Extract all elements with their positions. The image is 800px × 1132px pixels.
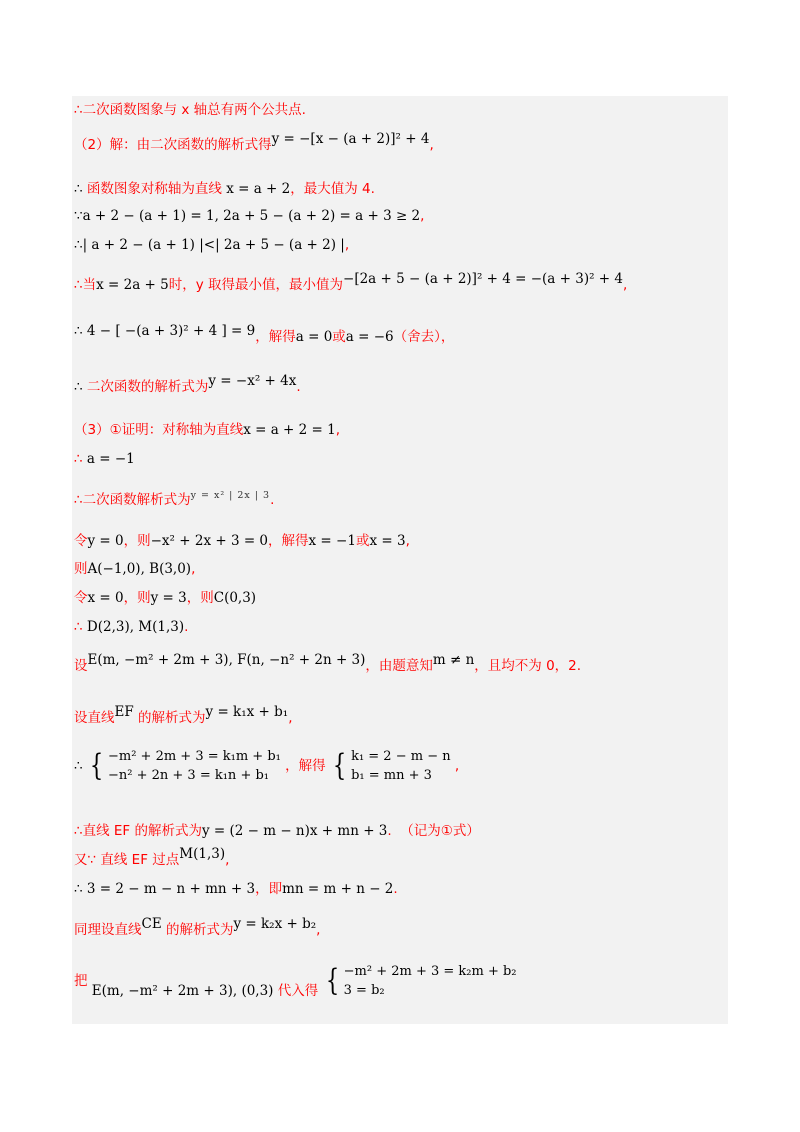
because-line: ∵a + 2 − (a + 1) = 1, 2a + 5 − (a + 2) = a + 3 ≥ 2, xyxy=(74,208,425,224)
formula: y = 0 xyxy=(87,533,124,549)
formula: a = −6 xyxy=(345,329,394,345)
substitute-line xyxy=(74,962,517,1000)
text: 或 xyxy=(332,329,346,345)
minimum-line: ∴当x = 2a + 5时，y 取得最小值，最小值为−[2a + 5 − (a + 2)]² + 4 = −(a + 3)² + 4, xyxy=(74,271,628,293)
formula: y = k₁x + b₁ xyxy=(205,704,289,720)
equation-system: { −m² + 2m + 3 = k₂m + b₂ 3 = b₂ xyxy=(325,963,517,998)
text: 时，y 取得最小值，最小值为 xyxy=(168,277,344,293)
equation-row: 3 = b₂ xyxy=(343,983,385,998)
text: ∴当 xyxy=(74,277,97,293)
line-ef-setup: 设直线EF 的解析式为y = k₁x + b₁, xyxy=(74,704,293,726)
formula: ∵a + 2 − (a + 1) = 1, 2a + 5 − (a + 2) = a + 3 ≥ 2 xyxy=(74,208,421,224)
therefore-symbol: ∴ xyxy=(74,379,83,395)
solution-system: { k₁ = 2 − m − n b₁ = mn + 3 xyxy=(332,748,451,783)
text: （3）①证明：对称轴为直线 xyxy=(74,422,244,438)
formula: −x² + 2x + 3 = 0 xyxy=(150,533,269,549)
formula: ∴ 3 = 2 − m − n + mn + 3 xyxy=(74,881,256,897)
text: 设直线 xyxy=(74,710,115,726)
text: 的解析式为 xyxy=(165,922,234,938)
text: （2）解：由二次函数的解析式得 xyxy=(74,137,272,153)
formula: y = (2 − m − n)x + mn + 3 xyxy=(201,823,388,839)
text: ∴直线 EF 的解析式为 xyxy=(74,823,202,839)
formula: E(m, −m² + 2m + 3), F(n, −n² + 2n + 3) xyxy=(87,652,366,668)
text: 二次函数的解析式为 xyxy=(86,379,209,395)
conclusion-line xyxy=(74,101,306,119)
text: 函数图象对称轴为直线 xyxy=(86,181,222,197)
formula: x = −1 xyxy=(308,533,356,549)
text: ，且均不为 0，2. xyxy=(474,658,582,674)
part2-intro-line: （2）解：由二次函数的解析式得y = −[x − (a + 2)]² + 4, xyxy=(74,131,434,153)
text: 设 xyxy=(74,658,88,674)
points-ef-line xyxy=(74,652,582,675)
text: ，则 xyxy=(123,590,151,606)
line-ce-setup: 同理设直线CE 的解析式为y = k₂x + b₂, xyxy=(74,916,321,938)
formula: x = 2a + 5 xyxy=(96,277,169,293)
text: ，最大值为 4. xyxy=(290,181,375,197)
text: 则 xyxy=(74,561,88,577)
text: 令 xyxy=(74,590,88,606)
formula: ∴| a + 2 − (a + 1) |<| 2a + 5 − (a + 2) | xyxy=(74,237,345,253)
text: ，则 xyxy=(123,533,151,549)
axis-line xyxy=(74,180,375,198)
formula: y = −x² + 4x xyxy=(208,373,297,389)
comparison-line: ∴| a + 2 − (a + 1) |<| 2a + 5 − (a + 2) |, xyxy=(74,237,350,253)
formula: C(0,3) xyxy=(213,590,257,606)
text: ∴ xyxy=(74,619,83,635)
formula: M(1,3) xyxy=(179,846,226,862)
formula: A(−1,0), B(3,0) xyxy=(87,561,192,577)
formula: y = 3 xyxy=(150,590,187,606)
formula: mn = m + n − 2 xyxy=(282,881,394,897)
formula: a = −1 xyxy=(86,451,135,467)
equation-row: −m² + 2m + 3 = k₂m + b₂ xyxy=(343,964,517,979)
points-ab-line: 则A(−1,0), B(3,0), xyxy=(74,561,196,577)
equation-row: −n² + 2n + 3 = k₁n + b₁ xyxy=(107,768,269,783)
function-expression-line: ∴二次函数解析式为$^{y = x^2 | 2x | 3}$. xyxy=(74,490,275,508)
text: ∴二次函数图象与 x 轴总有两个公共点. xyxy=(74,102,306,118)
text: （记为①式） xyxy=(400,823,480,839)
formula: −[2a + 5 − (a + 2)]² + 4 = −(a + 3)² + 4 xyxy=(343,271,624,287)
text: ，即 xyxy=(255,881,283,897)
formula: y = x² | 2x | 3 xyxy=(190,490,271,501)
formula: y = k₂x + b₂ xyxy=(233,916,317,932)
equation-system: { −m² + 2m + 3 = k₁m + b₁ −n² + 2n + 3 = k₁n + b₁ xyxy=(89,748,281,783)
text: ，则 xyxy=(186,590,214,606)
formula: y = −[x − (a + 2)]² + 4 xyxy=(271,131,430,147)
roots-line: 令y = 0，则−x² + 2x + 3 = 0，解得x = −1或x = 3, xyxy=(74,533,410,549)
formula: x = 3 xyxy=(369,533,406,549)
text: （舍去）， xyxy=(393,329,455,345)
text: 同理设直线 xyxy=(74,922,142,938)
line-ef-expression: ∴直线 EF 的解析式为y = (2 − m − n)x + mn + 3. （记为①式） xyxy=(74,823,480,839)
system-solve-line: ∴ { −m² + 2m + 3 = k₁m + b₁ −n² + 2n + 3 = k₁n + b₁ ，解得 { k₁ = 2 − m − n b₁ = mn + 3 , xyxy=(74,748,460,783)
formula: m ≠ n xyxy=(432,652,475,668)
text: ，由题意知 xyxy=(365,658,433,674)
formula: D(2,3), M(1,3) xyxy=(86,619,185,635)
therefore-symbol: ∴ xyxy=(74,181,83,197)
text: ，解得 xyxy=(285,758,326,774)
formula: EF xyxy=(114,704,134,720)
text: 令 xyxy=(74,533,88,549)
formula: x = a + 2 xyxy=(226,181,291,197)
text: ，解得 xyxy=(255,329,296,345)
formula: a = 0 xyxy=(295,329,333,345)
text: 的解析式为 xyxy=(138,710,206,726)
points-dm-line: ∴ D(2,3), M(1,3). xyxy=(74,619,189,635)
formula: E(m, −m² + 2m + 3), (0,3) xyxy=(91,983,274,999)
text: ∴二次函数解析式为 xyxy=(74,492,191,508)
text: ∴ xyxy=(74,451,83,467)
equation-row: k₁ = 2 − m − n xyxy=(351,749,451,764)
solve-a-line xyxy=(74,323,455,346)
a-value-line xyxy=(74,450,135,468)
formula: x = 0 xyxy=(87,590,124,606)
part3-intro-line: （3）①证明：对称轴为直线x = a + 2 = 1, xyxy=(74,422,341,438)
point-c-line xyxy=(74,589,256,607)
mn-relation-line: ∴ 3 = 2 − m − n + mn + 3，即mn = m + n − 2. xyxy=(74,881,398,897)
text: 或 xyxy=(355,533,370,549)
text: 把 xyxy=(74,973,88,989)
formula: ∴ 4 − [ −(a + 3)² + 4 ] = 9 xyxy=(74,323,256,339)
text: 代入得 xyxy=(277,983,319,999)
equation-row: b₁ = mn + 3 xyxy=(351,768,432,783)
formula: x = a + 2 = 1 xyxy=(243,422,336,438)
formula: CE xyxy=(141,916,162,932)
equation-row: −m² + 2m + 3 = k₁m + b₁ xyxy=(107,749,281,764)
parabola-result-line: ∴ 二次函数的解析式为y = −x² + 4x. xyxy=(74,373,301,395)
therefore-symbol: ∴ xyxy=(74,758,83,774)
text: 又∵ 直线 EF 过点 xyxy=(74,852,180,868)
through-m-line: 又∵ 直线 EF 过点M(1,3), xyxy=(74,846,230,868)
text: ，解得 xyxy=(268,533,309,549)
